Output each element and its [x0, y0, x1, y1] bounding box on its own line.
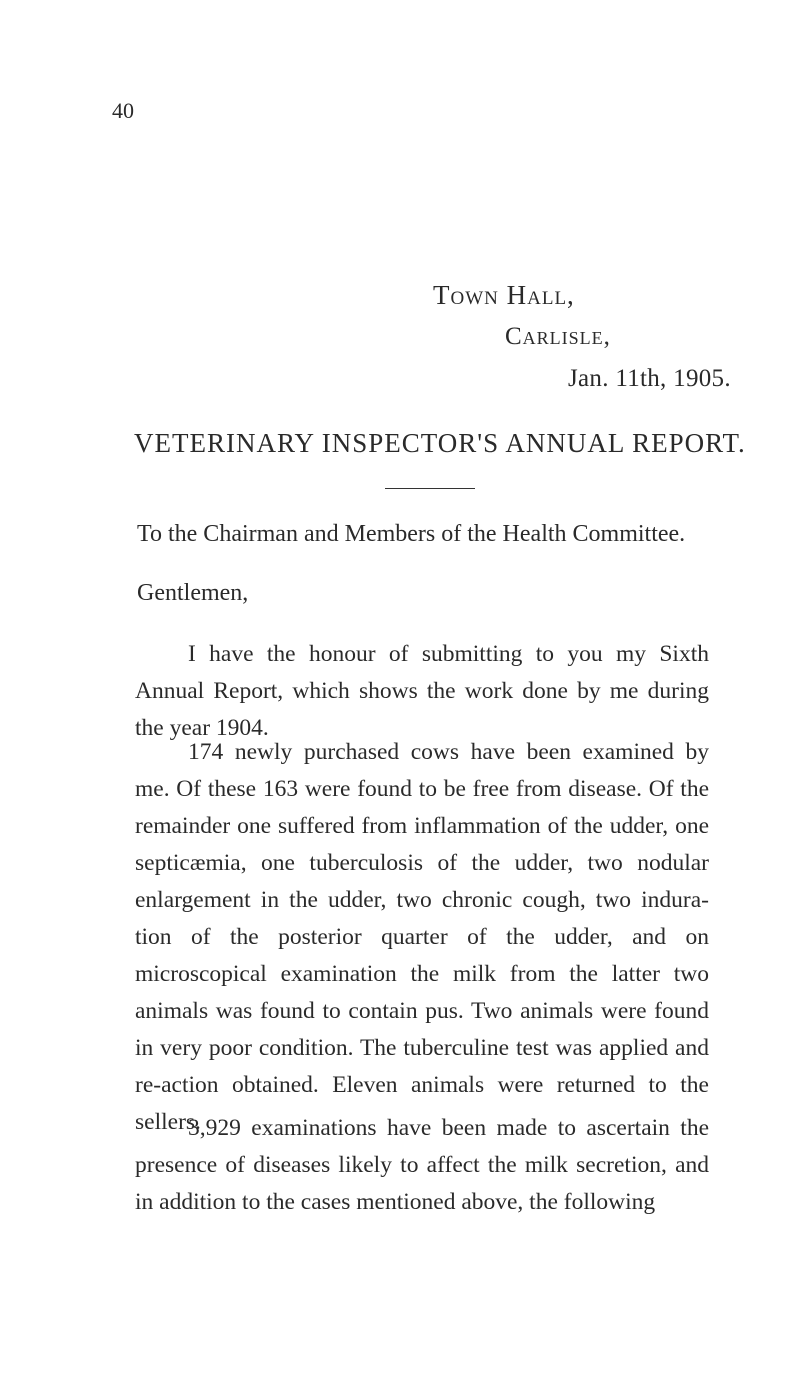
- page-number: 40: [112, 98, 134, 123]
- paragraph-examinations: 3,929 examinations have been made to ascertain the presence of diseases likely to affect the milk secretion, and in addition to the cases mentioned above, the following: [135, 1115, 709, 1215]
- paragraph-cows-examined: 174 newly purchased cows have been examined by me. Of these 163 were found to be free from disease. Of the remainder one suffered from inflammation of the udder, one septicæmia, one tuberculosis of the udder, two nodular enlargement in the udder, two chronic cough, two indura-tion of the posterior quarter of the udder, and on microscopical examination the milk from the latter two animals was found to contain pus. Two animals were found in very poor condition. The tuberculine test was applied and re-action obtained. Eleven animals were returned to the sellers.: [135, 739, 709, 1135]
- salutation-recipient: To the Chairman and Members of the Health Committee.: [137, 521, 686, 547]
- salutation-greeting: Gentlemen,: [137, 580, 249, 606]
- address-line-town-hall: Town Hall,: [433, 280, 575, 310]
- address-line-city: Carlisle,: [505, 323, 611, 350]
- report-title: VETERINARY INSPECTOR'S ANNUAL REPORT.: [134, 428, 746, 458]
- paragraph-intro: I have the honour of submitting to you my Sixth Annual Report, which shows the work done by me during the year 1904.: [135, 641, 709, 741]
- address-line-date: Jan. 11th, 1905.: [568, 365, 731, 392]
- title-divider: [385, 488, 475, 489]
